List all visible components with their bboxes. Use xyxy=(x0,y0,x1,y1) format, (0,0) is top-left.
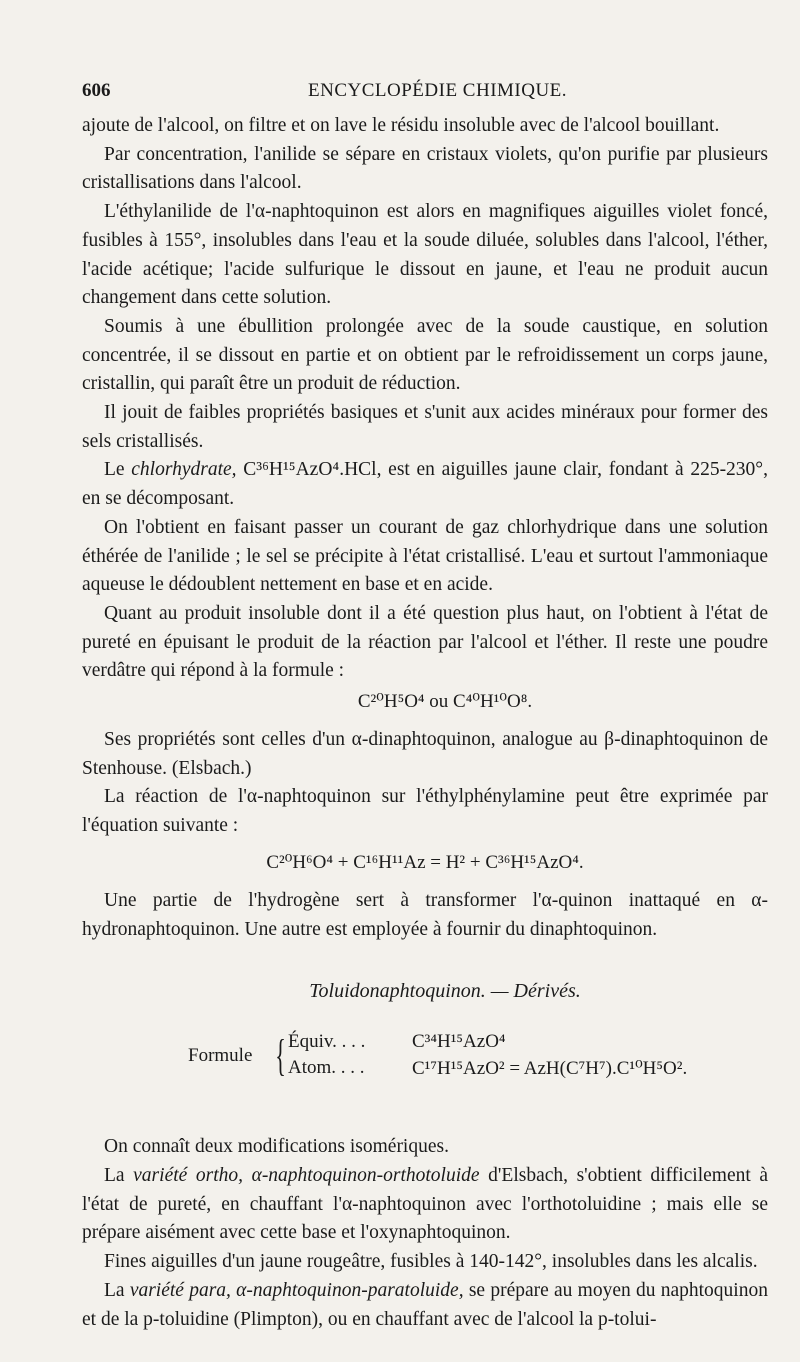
paragraph: L'éthylanilide de l'α-naphtoquinon est alors en magnifiques aiguilles violet foncé, fusibles à 155°, insolubles dans l'eau et la soude diluée, solubles dans l'alcool, l'éther, l'acide acétique; l'acide sulfurique le dissout en jaune, et l'eau ne produit aucun changement dans cette solution. xyxy=(82,201,768,309)
paragraph: Il jouit de faibles propriétés basiques et s'unit aux acides minéraux pour former des sels cristallisés. xyxy=(82,402,768,452)
italic-term: variété para, α-naphtoquinon-paratoluide, xyxy=(129,1279,464,1301)
paragraph: Quant au produit insoluble dont il a été question plus haut, on l'obtient à l'état de pureté en épuisant le produit de la réaction par l'alcool et l'éther. Il reste une poudre verdâtre qui répond à la formule : xyxy=(82,602,768,682)
paragraph: La réaction de l'α-naphtoquinon sur l'éthylphénylamine peut être exprimée par l'équation suivante : xyxy=(82,786,768,837)
text-run: La xyxy=(104,1279,130,1301)
formula-row-label: Atom. . . . xyxy=(288,1057,365,1079)
formula-row-value: C¹⁷H¹⁵AzO² = AzH(C⁷H⁷).C¹⁰H⁵O². xyxy=(412,1058,688,1080)
paragraph xyxy=(82,1162,768,1248)
running-title: ENCYCLOPÉDIE CHIMIQUE. xyxy=(308,80,568,101)
text-run: d'Elsbach, s'obtient difficilement à l'état de pureté, en chauffant l'α-naphtoquinon avec l'orthotoluidine ; mais elle se prépare aisément avec cette base et l'oxynaphtoquinon. xyxy=(82,1164,769,1244)
paragraph: Soumis à une ébullition prolongée avec de la soude caustique, en solution concentrée, il se dissout en partie et on obtient par le refroidissement un corps jaune, cristallin, qui paraît être un produit de réduction. xyxy=(82,315,768,395)
formula-table xyxy=(82,1027,768,1093)
brace-glyph: { xyxy=(275,1031,286,1081)
text-run: Le xyxy=(104,459,132,481)
paragraph: Une partie de l'hydrogène sert à transformer l'α-quinon inattaqué en α-hydronaphtoquinon. Une autre est employée à fournir du dinaphtoquinon. xyxy=(82,889,768,940)
paragraph: Fines aiguilles d'un jaune rougeâtre, fusibles à 140-142°, insolubles dans les alcalis. xyxy=(104,1251,758,1273)
page-header xyxy=(82,80,760,108)
page-number: 606 xyxy=(82,80,111,101)
paragraph: On l'obtient en faisant passer un courant de gaz chlorhydrique dans une solution éthérée de l'anilide ; le sel se précipite à l'état cristallisé. L'eau et surtout l'ammoniaque aqueuse le dédoublent nettement en base et en acide. xyxy=(82,516,768,596)
page-body xyxy=(82,112,768,1334)
paragraph: ajoute de l'alcool, on filtre et on lave le résidu insoluble avec de l'alcool bouillant. xyxy=(82,115,720,136)
formula-label: Formule xyxy=(188,1045,253,1067)
text-run: C³⁶H¹⁵AzO⁴.HCl, est en aiguilles jaune clair, fondant à 225-230°, en se décomposant. xyxy=(82,459,768,510)
paragraph: On connaît deux modifications isomériques. xyxy=(104,1136,449,1158)
section-title: Toluidonaphtoquinon. — Dérivés. xyxy=(309,980,581,1003)
paragraph xyxy=(82,1277,768,1334)
paragraph: Ses propriétés sont celles d'un α-dinaphtoquinon, analogue au β-dinaphtoquinon de Stenhouse. (Elsbach.) xyxy=(82,729,768,779)
paragraph xyxy=(82,456,768,513)
formula-row-label: Équiv. . . . xyxy=(288,1031,366,1053)
formula-row-value: C³⁴H¹⁵AzO⁴ xyxy=(412,1031,506,1053)
paragraph: Par concentration, l'anilide se sépare en cristaux violets, qu'on purifie par plusieurs cristallisations dans l'alcool. xyxy=(82,143,768,194)
text-run: La xyxy=(104,1164,134,1186)
equation: C²⁰H⁶O⁴ + C¹⁶H¹¹Az = H² + C³⁶H¹⁵AzO⁴. xyxy=(266,851,584,873)
italic-term: chlorhydrate, xyxy=(131,459,237,481)
formula: C²⁰H⁵O⁴ ou C⁴⁰H¹⁰O⁸. xyxy=(357,691,533,713)
text-run: se prépare au moyen du naphtoquinon et de la p-toluidine (Plimpton), ou en chauffant avec de l'alcool la p-tolui- xyxy=(82,1279,768,1330)
italic-term: variété ortho, α-naphtoquinon-orthotoluide xyxy=(133,1164,480,1186)
